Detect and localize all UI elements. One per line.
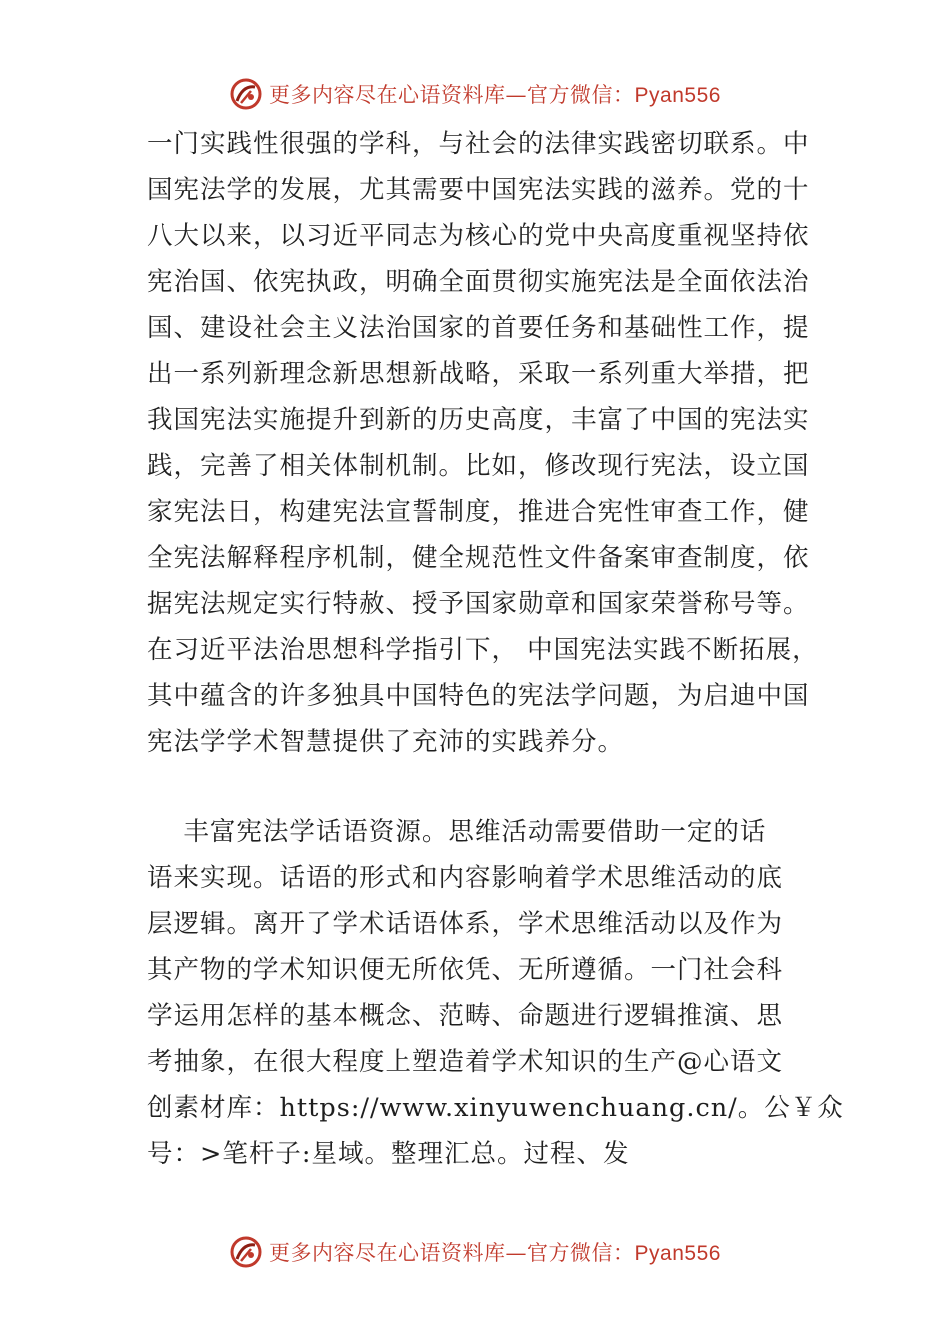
text-line: 宪治国、依宪执政，明确全面贯彻实施宪法是全面依法治 xyxy=(147,267,810,297)
text-line: 出一系列新理念新思想新战略，采取一系列重大举措，把 xyxy=(147,359,810,389)
text-line: 践，完善了相关体制机制。比如，修改现行宪法，设立国 xyxy=(147,451,810,481)
footer-banner xyxy=(0,1232,950,1272)
text-line: 国宪法学的发展，尤其需要中国宪法实践的滋养。党的十 xyxy=(147,175,810,205)
footer-banner-text: 更多内容尽在心语资料库—官方微信：Pyan556 xyxy=(269,1241,721,1265)
text-line: 考抽象，在很大程度上塑造着学术知识的生产@心语文 xyxy=(147,1047,784,1077)
brand-logo-icon xyxy=(229,1235,263,1269)
text-line: 号：>笔杆子:星域。整理汇总。过程、发 xyxy=(147,1139,630,1169)
header-banner xyxy=(0,74,950,114)
text-line: 丰富宪法学话语资源。思维活动需要借助一定的话 xyxy=(147,817,767,847)
text-line: 一门实践性很强的学科，与社会的法律实践密切联系。中 xyxy=(147,129,810,159)
text-line: 创素材库：https://www.xinyuwenchuang.cn/。公￥众 xyxy=(147,1093,844,1123)
text-line: 八大以来，以习近平同志为核心的党中央高度重视坚持依 xyxy=(147,221,810,251)
brand-logo-icon xyxy=(229,77,263,111)
text-line: 其中蕴含的许多独具中国特色的宪法学问题，为启迪中国 xyxy=(147,681,810,711)
text-line: 据宪法规定实行特赦、授予国家勋章和国家荣誉称号等。 xyxy=(147,589,810,619)
text-line: 语来实现。话语的形式和内容影响着学术思维活动的底 xyxy=(147,863,784,893)
text-line: 学运用怎样的基本概念、范畴、命题进行逻辑推演、思 xyxy=(147,1001,784,1031)
text-line: 家宪法日，构建宪法宣誓制度，推进合宪性审查工作，健 xyxy=(147,497,810,527)
header-banner-text: 更多内容尽在心语资料库—官方微信：Pyan556 xyxy=(269,83,721,107)
text-line: 其产物的学术知识便无所依凭、无所遵循。一门社会科 xyxy=(147,955,784,985)
text-line: 国、建设社会主义法治国家的首要任务和基础性工作，提 xyxy=(147,313,810,343)
text-line: 全宪法解释程序机制，健全规范性文件备案审查制度，依 xyxy=(147,543,810,573)
text-line: 宪法学学术智慧提供了充沛的实践养分。 xyxy=(147,727,625,757)
text-line: 在习近平法治思想科学指引下， 中国宪法实践不断拓展， xyxy=(147,635,819,665)
text-line: 我国宪法实施提升到新的历史高度，丰富了中国的宪法实 xyxy=(147,405,810,435)
text-line: 层逻辑。离开了学术话语体系，学术思维活动以及作为 xyxy=(147,909,784,939)
header-wechat-id: Pyan556 xyxy=(634,84,721,107)
footer-wechat-id: Pyan556 xyxy=(634,1242,721,1265)
